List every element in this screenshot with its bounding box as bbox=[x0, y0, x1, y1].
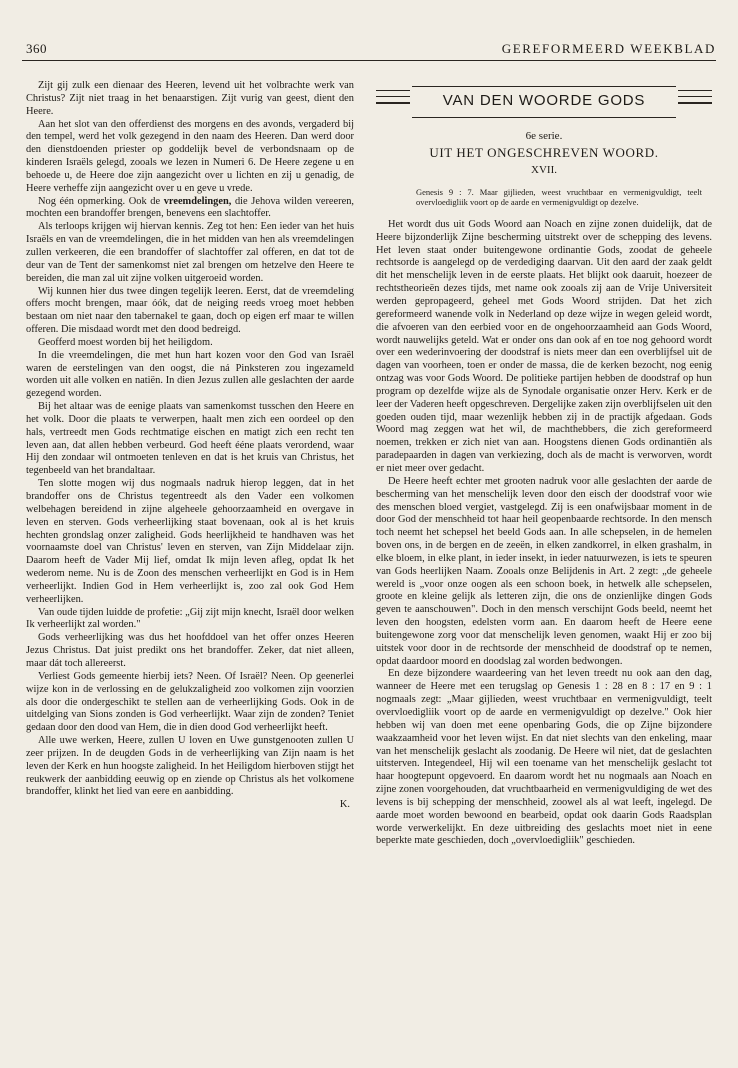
paragraph: Van oude tijden luidde de profetie: „Gij zijt mijn knecht, Israël door welken Ik verheerlijkt zal worden." bbox=[26, 606, 354, 631]
paragraph: Geofferd moest worden bij het heiligdom. bbox=[38, 336, 213, 348]
paragraph: Bij het altaar was de eenige plaats van samenkomst tusschen den Heere en het volk. Door die plaats te verwerpen, haalt men zich een oordeel op den hals, vertreedt men Gods rechtmatige eischen en matigt zich een recht ten leven aan, dat allen hebben verbeurd. God heeft ééne plaats verordend, waar Hij den zondaar wil ontmoeten tenleven en dat is het kruis van Christus, het tegenbeeld van het brandaltaar. bbox=[26, 401, 354, 477]
paragraph: Als terloops krijgen wij hiervan kennis. Zeg tot hen: Een ieder van het huis Israëls en van de vreemdelingen, die in het midden van hen als vreemdelingen zullen verkeeren, die een brandoffer of slachtoffer zal offeren, en dat tot de deur van de Tent der samenkomst niet zal brengen om hetzelve den Heere te bereiden, die man zal uit zijne volken uitgeroeid worden. bbox=[26, 221, 354, 284]
paragraph: Het wordt dus uit Gods Woord aan Noach en zijne zonen duidelijk, dat de Heere bijzonderlijk Zijne bescherming uitstrekt over de schepping des levens. Het leven staat onder buitengewone ordinantie Gods, zoodat de geheele rechtsorde is aangelegd op de verdediging daarvan. Uit den aard der zaak geldt dit het menschelijk leven in de eerste plaats. Het blijkt ook daaruit, hoezeer de rechtstheorieën dezes tijds, met name ook zooals zij aan de Vrije Universiteit werden gepropageerd, geheel met Gods Woord strijden. Dat het zich gereformeerd wanende volk in Nederland op deze wijze in wegen geleid wordt, die afvoeren van den eerbied voor en de ongehoorzaamheid aan Gods Woord, wordt nauwelijks geteld. Wat er onder ons dan ook af en toe nog gehoord wordt over een wederinvoering der doodstraf is niets meer dan een overblijfsel uit de dagen van voorheen, toen er onder de massa, die de kerken bezocht, nog eenig ontzag was voor Gods Woord. De politieke partijen hebben de doodstraf op hun program op dezelfde wijze als de Synodale organisatie onzer Herv. Kerk er de leer der Vaderen heeft opgeschreven. Dergelijke zaken zijn overblijfselen uit den goeden ouden tijd, maar wezenlijk hebben zij in de practijk afgedaan. Gods Woord mag zeggen wat het wil, de machthebbers, die zich gereformeerd noemen, trekken er zich niet van aan. Hoogstens dienen Gods ordinantiën als paradepaarden in dagen van verkiezing, doch als de macht is verworven, wordt er niet meer over gedacht. bbox=[376, 218, 712, 474]
author-signature: K. bbox=[339, 799, 350, 811]
scripture-epigraph: Genesis 9 : 7. Maar gijlieden, weest vruchtbaar en vermenigvuldigt, teelt overvloedigliik voort op de aarde en vermenigvuldigt op dezelve. bbox=[416, 186, 702, 207]
page-number: 360 bbox=[26, 41, 47, 56]
article-subtitle: UIT HET ONGESCHREVEN WOORD. bbox=[429, 144, 659, 160]
paragraph: Aan het slot van den offerdienst des morgens en des avonds, vergaderd bij den tempel, werd het volk gezegend in den naam des Heeren. Dan werd door den dienstdoenden priester op goddelijk bevel de verbondsnaam op de kinderen Israëls gelegd, zooals we lezen in Numeri 6. De Heere zegene u en behoede u, de Heere doe zijn aangezicht over u lichten en zij u genadig, de Heere verheffe zijn aangezicht over u en geve u vrede. bbox=[26, 118, 354, 194]
running-head: GEREFORMEERD WEEKBLAD bbox=[501, 41, 716, 56]
paragraph: En deze bijzondere waardeering van het leven treedt nu ook aan den dag, wanneer de Heere met een terugslag op Genesis 1 : 28 en 8 : 17 en 9 : 1 nogmaals zegt: „Maar gijlieden, weest vruchtbaar en vermenigvuldigt, teelt overvloedigliik voort op de aarde en vermenigvuldigt op dezelve." Ook hier hebben wij van doen met eene openbaring Gods, die op Zijne bijzondere waakzaamheid voor het leven wijst. En dat niet slechts van den enkeling, maar van het menschelijk geslacht als zoodanig. De Heere wil niet, dat de geslachten uitsterven. Integendeel, Hij wil een toename van het menschelijk geslacht tot haar hoogtepunt opgevoerd. En daarom wordt het nu nogmaals aan Noach en zijne zonen voorgehouden, dat vruchtbaarheid en vermenigvuldiging de wet des levens is bij schepping der menschheid, zoowel als al wat leeft, ingelegd. De aarde moet worden bewoond en bearbeid, opdat ook daarin Gods Raadsplan worde verwerkelijkt. En deze uitbreiding des geslachts moet niet in eene beperkte mate geschieden, doch „overvloedigliik" geschieden. bbox=[376, 668, 712, 847]
decorative-rules bbox=[376, 90, 410, 114]
paragraph-text: Nog één opmerking. Ook de bbox=[38, 195, 164, 207]
page-header bbox=[22, 38, 716, 61]
paragraph bbox=[26, 196, 354, 222]
paragraph: De Heere heeft echter met grooten nadruk voor alle geslachten der aarde de bescherming van het menschelijk leven door den eisch der doodstraf voor wie des menschen bloed vergiet, vastgelegd. Zij is een onafwijsbaar moment in de door God der menschheid tot haar heil geopenbaarde rechtsorde. In den mensch toch neemt het schepsel het beeld Gods aan. In alle schepselen, in de hemelen boven ons, in de bergen en de zeeën, in elken zandkorrel, in elken grashalm, in elke bloem, in elke plant, in ieder insekt, in ieder natuurwezen, is iets te speuren van Gods heerlijken Naam. Zooals onze Belijdenis in Art. 2 zegt: „de geheele wereld is „voor onze oogen als een schoon boek, in hetwelk alle schepselen, groote en kleine gelijk als letteren zijn, die ons de onzienlijke dingen Gods geven te aanschouwen". Doch in den mensch verschijnt Gods beeld, neemt het leven den hoogsten, edelsten vorm aan. En daarom heeft de Heere eene buitengewone zorg voor dat menschelijk leven genomen, waakt Hij er zoo bij uitstek voor door in de rechtsorde der menschheid de doodstraf op te nemen, opdat daardoor moord en doodslag zal worden bedwongen. bbox=[376, 475, 712, 667]
paragraph: In die vreemdelingen, die met hun hart kozen voor den God van Israël waren de eerstelingen van den oogst, die ná Pinksteren zou ingezameld worden uit alle volken en natiën. In dien Jezus zullen alle geslachten der aarde gezegend worden. bbox=[26, 349, 354, 400]
paragraph: Alle uwe werken, Heere, zullen U loven en Uwe gunstgenooten zullen U zeer prijzen. In de deugden Gods in de verheerlijking van Zijn naam is het leven der Kerk en hun hoogste zaligheid. In het Heiligdom hierboven stijgt het reukwerk der aanbidding eeuwig op en ziende op Christus als het volkomene brandoffer, klinkt het lied van eere en aanbidding. bbox=[26, 735, 354, 798]
decorative-rules bbox=[678, 90, 712, 114]
paragraph: Wij kunnen hier dus twee dingen tegelijk leeren. Eerst, dat de vreemdeling offers mocht brengen, maar óók, dat de neiging reeds vroeg moet hebben bestaan om niet naar den tabernakel te gaan, doch op eigen erf maar te willen offeren. Die misdaad wordt met den dood bedreigd. bbox=[26, 285, 354, 336]
paragraph-text: die Jehova wilden vereeren, mochten een brandoffer brengen, benevens een slachtoffer. bbox=[26, 195, 355, 220]
bold-term: vreemdelingen, bbox=[163, 195, 232, 207]
section-title: VAN DEN WOORDE GODS bbox=[412, 86, 676, 118]
paragraph: Verliest Gods gemeente hierbij iets? Neen. Of Israël? Neen. Op geenerlei wijze kon in de verlossing en de gelukzaligheid zoo volkomen zijn voorzien als door die ondergeschikt te stellen aan de verheerlijking Gods. Ook in de uitdelging van Sions zonden is God verheerlijkt. Waar zijn de zonden? Teniet gedaan door den dood van Hem, die in dien dood God verheerlijkt heeft. bbox=[26, 670, 354, 734]
part-numeral: XVII. bbox=[531, 163, 557, 176]
section-title-block bbox=[376, 86, 712, 122]
left-column bbox=[26, 80, 354, 812]
paragraph: Zijt gij zulk een dienaar des Heeren, levend uit het volbrachte werk van Christus? Zijt niet traag in het benaarstigen. Zijt vurig van geest, dient den Heere. bbox=[26, 80, 354, 117]
right-column bbox=[376, 86, 712, 848]
series-label: 6e serie. bbox=[525, 130, 563, 142]
paragraph: Ten slotte mogen wij dus nogmaals nadruk hierop leggen, dat in het brandoffer ons de Christus tegentreedt als den Vader een volkomen welbehagen bereidend in zijne algeheele gehoorzaamheid en overgave in leven en sterven. Gods verheerlijking staat bovenaan, ook al is het kruis hechten grondslag onzer zaligheid. Gods heerlijkheid te handhaven was het voornaamste doel van Christus' leven en sterven, van Zijn Middelaar zijn. Daarom heeft de Vader Mij lief, omdat Ik mijn leven afleg, opdat Ik het wederom neme. Nu is de Zoon des menschen verheerlijkt en God is in Hem verheerlijkt. Indien God in Hem verheerlijkt is, zoo zal ook God Hem verheerlijken. bbox=[26, 478, 354, 605]
paragraph: Gods verheerlijking was dus het hoofddoel van het offer onzes Heeren Jezus Christus. Dat juist predikt ons het brandoffer. Zeker, dat niet alleen, maar dát toch allereerst. bbox=[26, 632, 354, 669]
